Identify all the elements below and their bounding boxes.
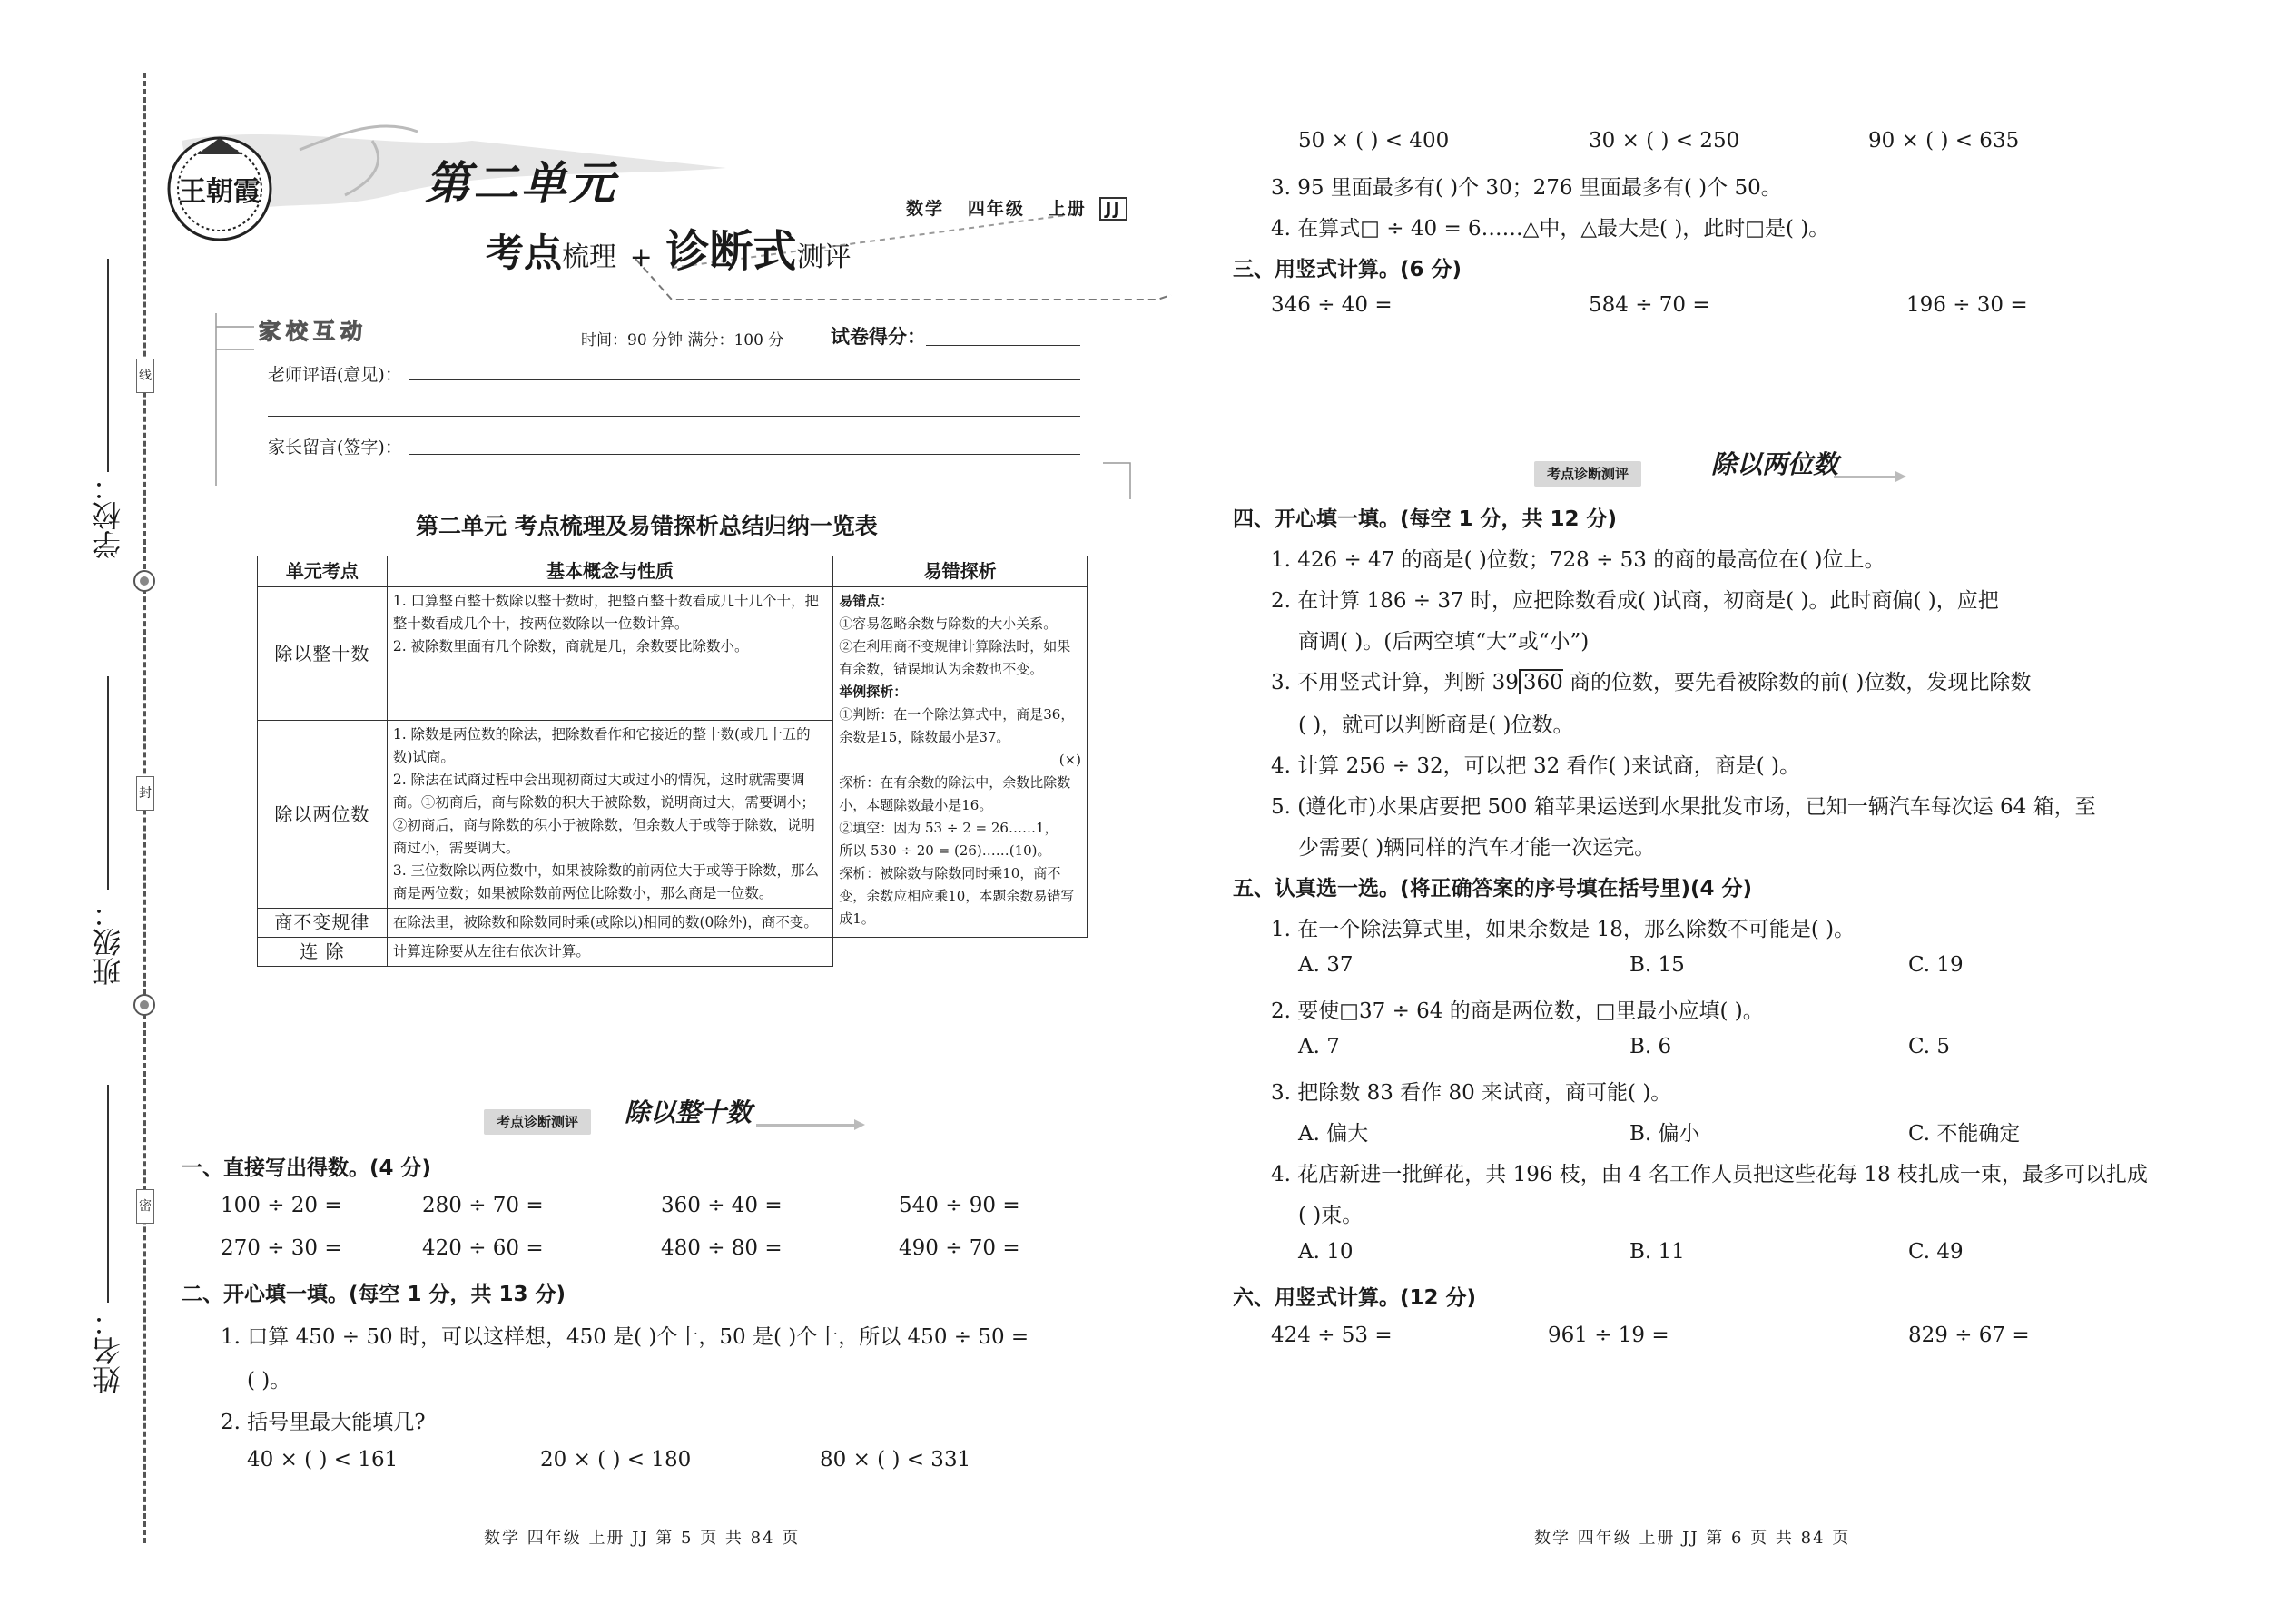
q2-heading: 二、开心填一填。(每空 1 分，共 13 分) (182, 1283, 566, 1306)
subtitle (486, 216, 851, 279)
q5-stem-cont: ( )束。 (1298, 1204, 1364, 1227)
topic-cell: 除以整十数 (258, 587, 388, 721)
summary-row-1 (258, 587, 1088, 721)
section-bar-divide-tens (484, 1097, 865, 1135)
subtitle-b: 梳理 (562, 241, 617, 273)
series-badge: JJ (1099, 197, 1127, 221)
q4-line: 商调( )。(后两空填“大”或“小”) (1298, 630, 1590, 654)
q1-item: 100 ÷ 20 = (221, 1194, 342, 1217)
name-label: 姓名： (91, 1307, 125, 1394)
q6-item: 424 ÷ 53 = (1271, 1324, 1393, 1347)
footer-right: 数学 四年级 上册 JJ 第 6 页 共 84 页 (1534, 1529, 1851, 1548)
q5-option: A. 7 (1298, 1035, 1340, 1058)
series-volume: 上册 (1048, 199, 1087, 219)
error-text: ①判断：在一个除法算式中，商是36，余数是15，除数最小是37。 (839, 706, 1075, 745)
q5-option: B. 15 (1629, 953, 1685, 977)
binding-tab-secret: 密 (136, 1189, 154, 1224)
summary-row-4 (258, 938, 1088, 967)
section-title: 除以两位数 (1711, 449, 1839, 479)
section-title: 除以整十数 (625, 1097, 753, 1127)
teacher-comment-label: 老师评语(意见)： (268, 365, 402, 385)
footer-left: 数学 四年级 上册 JJ 第 5 页 共 84 页 (484, 1529, 801, 1548)
q2-item-2: 2. 括号里最大能填几? (221, 1411, 426, 1434)
binding-hole-2 (133, 994, 155, 1016)
q5-option: C. 49 (1908, 1240, 1964, 1264)
q2-item-1: 1. 口算 450 ÷ 50 时，可以这样想，450 是( )个十，50 是( )个十，所以 450 ÷ 50 = (221, 1325, 1029, 1349)
concept-cell (387, 721, 832, 909)
topic-cell: 连 除 (258, 938, 388, 967)
concept-text: 在除法里，被除数和除数同时乘(或除以)相同的数(0除外)，商不变。 (392, 914, 818, 930)
concept-cell (387, 938, 832, 967)
q5-option: A. 37 (1298, 953, 1354, 977)
q3-heading: 三、用竖式计算。(6 分) (1233, 258, 1462, 281)
name-fill-line (107, 1085, 109, 1303)
col-topic: 单元考点 (258, 556, 388, 587)
time-info: 时间：90 分钟 满分：100 分 (581, 331, 784, 349)
q1-item: 360 ÷ 40 = (661, 1194, 783, 1217)
ineq-item: 90 × ( ) < 635 (1868, 129, 2020, 153)
error-text: ①容易忽略余数与除数的大小关系。 (839, 615, 1058, 632)
long-division-dividend: 360 (1519, 669, 1563, 694)
q3-item: 584 ÷ 70 = (1589, 293, 1710, 317)
q5-option: C. 19 (1908, 953, 1964, 977)
concept-text: 2. 被除数里面有几个除数，商就是几，余数要比除数小。 (392, 638, 749, 655)
ineq-item: 30 × ( ) < 250 (1589, 129, 1740, 153)
col-errors: 易错探析 (833, 556, 1088, 587)
error-text: ②填空：因为 53 ÷ 2 = 26……1， (839, 820, 1058, 836)
q4-line: 少需要( )辆同样的汽车才能一次运完。 (1298, 836, 1656, 860)
concept-text: 1. 口算整百整十数除以整十数时，把整百整十数看成几十几个十，把整十数看成几个十，按两位数除以一位数计算。 (392, 593, 820, 632)
publisher-logo (165, 134, 274, 243)
school-fill-line (107, 259, 109, 472)
subtitle-plus: + (629, 241, 653, 273)
ineq-item: 40 × ( ) < 161 (247, 1448, 399, 1471)
series-info (906, 195, 1127, 221)
error-heading: 易错点： (839, 593, 894, 609)
q5-option: C. 不能确定 (1908, 1122, 2021, 1146)
error-heading: 举例探析： (839, 684, 908, 700)
q1-item: 480 ÷ 80 = (661, 1236, 783, 1260)
q3-item: 346 ÷ 40 = (1271, 293, 1393, 317)
summary-header-row (258, 556, 1088, 587)
q4-heading: 四、开心填一填。(每空 1 分，共 12 分) (1233, 507, 1618, 531)
score-line (926, 345, 1080, 346)
binding-hole-1 (133, 570, 155, 592)
q1-heading: 一、直接写出得数。(4 分) (182, 1156, 432, 1180)
school-label: 学校： (91, 472, 125, 559)
q1-item: 540 ÷ 90 = (899, 1194, 1020, 1217)
series-subject: 数学 (906, 199, 945, 219)
q5-option: A. 偏大 (1298, 1122, 1369, 1146)
binding-tab-line: 线 (136, 359, 154, 393)
home-school-label: 家校互动 (259, 319, 368, 344)
section-pill: 考点诊断测评 (484, 1109, 591, 1135)
q5-option: B. 6 (1629, 1035, 1672, 1058)
section-bar-divide-two-digit (1534, 449, 1906, 487)
concept-text: 3. 三位数除以两位数中，如果被除数的前两位大于或等于除数，那么商是两位数；如果被除数前两位比除数小，那么商是一位数。 (392, 862, 820, 901)
q6-item: 829 ÷ 67 = (1908, 1324, 2030, 1347)
error-text: 探析：在有余数的除法中，余数比除数小，本题除数最小是16。 (839, 774, 1071, 813)
q5-option: B. 偏小 (1629, 1122, 1700, 1146)
error-text: ②在利用商不变规律计算除法时，如果有余数，错误地认为余数也不变。 (839, 638, 1071, 677)
q2-item-3: 3. 95 里面最多有( )个 30；276 里面最多有( )个 50。 (1271, 176, 1782, 200)
q1-item: 490 ÷ 70 = (899, 1236, 1020, 1260)
class-fill-line (107, 676, 109, 890)
subtitle-a: 考点 (486, 231, 563, 275)
q4-text: 商的位数，要先看被除数的前( )位数，发现比除数 (1562, 671, 2032, 694)
q4-line: 5. (遵化市)水果店要把 500 箱苹果运送到水果批发市场，已知一辆汽车每次运 64 箱，至 (1271, 795, 2096, 819)
topic-cell: 除以两位数 (258, 721, 388, 909)
q5-stem: 1. 在一个除法算式里，如果余数是 18，那么除数不可能是( )。 (1271, 918, 1856, 941)
q5-option: C. 5 (1908, 1035, 1951, 1058)
logo-text: 王朝霞 (179, 176, 261, 208)
unit-title: 第二单元 (425, 156, 617, 210)
section-pill: 考点诊断测评 (1534, 461, 1641, 487)
q1-item: 420 ÷ 60 = (422, 1236, 544, 1260)
series-grade: 四年级 (967, 199, 1025, 219)
ineq-item: 20 × ( ) < 180 (540, 1448, 692, 1471)
errors-cell (833, 587, 1088, 938)
q3-item: 196 ÷ 30 = (1906, 293, 2028, 317)
q4-line: 2. 在计算 186 ÷ 37 时，应把除数看成( )试商，初商是( )。此时商偏( )，应把 (1271, 589, 1999, 613)
q6-item: 961 ÷ 19 = (1548, 1324, 1669, 1347)
q5-stem: 2. 要使□37 ÷ 64 的商是两位数，□里最小应填( )。 (1271, 999, 1764, 1023)
q1-item: 280 ÷ 70 = (422, 1194, 544, 1217)
section-arrow (756, 1124, 856, 1127)
parent-line (409, 454, 1080, 455)
concept-text: 计算连除要从左往右依次计算。 (392, 943, 590, 960)
q5-option: A. 10 (1298, 1240, 1354, 1264)
error-mark: (×) (1058, 752, 1081, 768)
q1-item: 270 ÷ 30 = (221, 1236, 342, 1260)
ineq-item: 80 × ( ) < 331 (820, 1448, 971, 1471)
q6-heading: 六、用竖式计算。(12 分) (1233, 1286, 1477, 1310)
summary-table-title: 第二单元 考点梳理及易错探析总结归纳一览表 (416, 513, 878, 539)
q4-line: ( )，就可以判断商是( )位数。 (1298, 714, 1574, 737)
q4-line: 4. 计算 256 ÷ 32，可以把 32 看作( )来试商，商是( )。 (1271, 754, 1801, 778)
subtitle-d: 测评 (796, 241, 852, 273)
concept-text: 2. 除法在试商过程中会出现初商过大或过小的情况，这时就需要调商。①初商后，商与除数的积大于被除数，说明商过大，需要调小；②初商后，商与除数的积小于被除数，但余数大于或等于除数，说明商过小，需要调大。 (392, 772, 815, 856)
q2-item-1-cont: ( )。 (247, 1369, 291, 1393)
q4-line: 1. 426 ÷ 47 的商是( )位数；728 ÷ 53 的商的最高位在( )位上。 (1271, 548, 1885, 572)
q5-stem: 4. 花店新进一批鲜花，共 196 枝，由 4 名工作人员把这些花每 18 枝扎成一束，最多可以扎成 (1271, 1163, 2148, 1186)
q5-stem: 3. 把除数 83 看作 80 来试商，商可能( )。 (1271, 1081, 1672, 1105)
error-text: 所以 530 ÷ 20 = (26)……(10)。 (839, 842, 1051, 859)
binding-tab-seal: 封 (136, 776, 154, 811)
q2-item-4: 4. 在算式□ ÷ 40 = 6……△中，△最大是( )，此时□是( )。 (1271, 217, 1830, 241)
concept-cell (387, 909, 832, 938)
col-concepts: 基本概念与性质 (387, 556, 832, 587)
score-label: 试卷得分： (831, 325, 926, 348)
section-arrow (1834, 476, 1897, 478)
class-label: 班级： (91, 899, 125, 986)
concept-text: 1. 除数是两位数的除法，把除数看作和它接近的整十数(或几十五的数)试商。 (392, 726, 811, 765)
teacher-line-1 (409, 379, 1080, 380)
concept-cell (387, 587, 832, 721)
q5-option: B. 11 (1629, 1240, 1685, 1264)
q4-text: 3. 不用竖式计算，判断 39 (1271, 671, 1519, 694)
q4-line-division (1271, 665, 2031, 695)
error-text: 探析：被除数与除数同时乘10，商不变，余数应相应乘10，本题余数易错写成1。 (839, 865, 1075, 927)
teacher-line-2 (268, 416, 1080, 417)
q5-heading: 五、认真选一选。(将正确答案的序号填在括号里)(4 分) (1233, 877, 1753, 901)
parent-comment-label: 家长留言(签字)： (268, 438, 402, 458)
summary-table (257, 556, 1088, 967)
subtitle-c: 诊断式 (665, 226, 797, 277)
topic-cell: 商不变规律 (258, 909, 388, 938)
ineq-item: 50 × ( ) < 400 (1298, 129, 1450, 153)
